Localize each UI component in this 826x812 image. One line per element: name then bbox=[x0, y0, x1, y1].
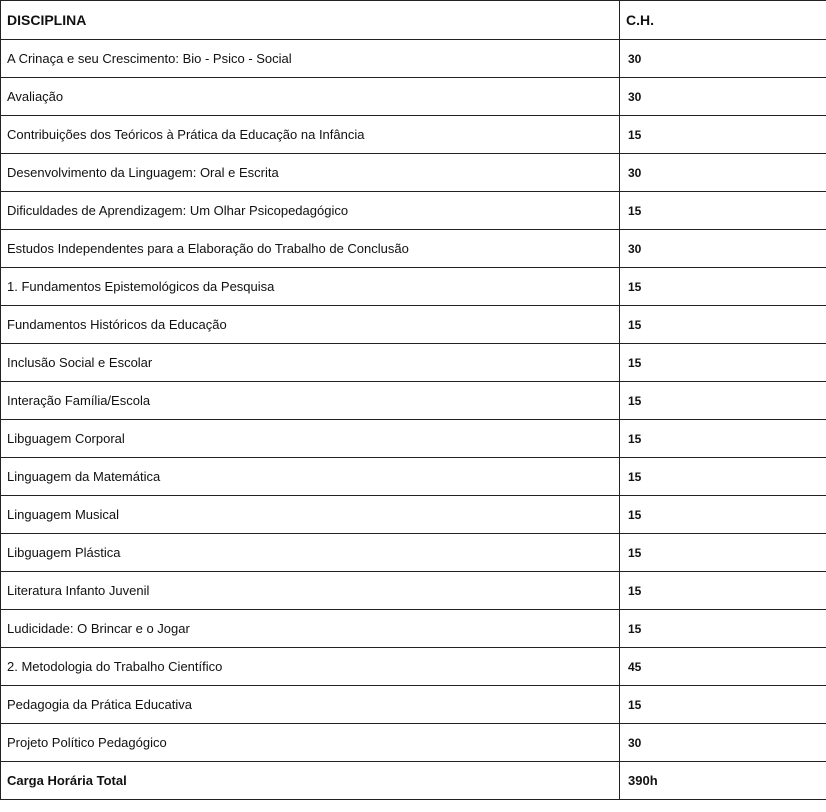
hours-cell: 30 bbox=[620, 230, 826, 268]
hours-cell: 15 bbox=[620, 268, 826, 306]
table-row bbox=[1, 192, 826, 230]
discipline-cell: Fundamentos Históricos da Educação bbox=[1, 306, 620, 344]
table-row bbox=[1, 344, 826, 382]
discipline-cell: Pedagogia da Prática Educativa bbox=[1, 686, 620, 724]
hours-cell: 15 bbox=[620, 192, 826, 230]
hours-cell: 15 bbox=[620, 306, 826, 344]
table-row bbox=[1, 686, 826, 724]
discipline-cell: Contribuições dos Teóricos à Prática da Educação na Infância bbox=[1, 116, 620, 154]
discipline-cell: Libguagem Corporal bbox=[1, 420, 620, 458]
table-row bbox=[1, 420, 826, 458]
discipline-cell: Desenvolvimento da Linguagem: Oral e Escrita bbox=[1, 154, 620, 192]
hours-cell: 15 bbox=[620, 686, 826, 724]
hours-cell: 15 bbox=[620, 116, 826, 154]
discipline-cell: A Crinaça e seu Crescimento: Bio - Psico - Social bbox=[1, 40, 620, 78]
discipline-cell: Libguagem Plástica bbox=[1, 534, 620, 572]
hours-cell: 15 bbox=[620, 610, 826, 648]
table-row bbox=[1, 230, 826, 268]
total-label: Carga Horária Total bbox=[1, 762, 620, 800]
table-row bbox=[1, 382, 826, 420]
hours-cell: 30 bbox=[620, 78, 826, 116]
table-row bbox=[1, 496, 826, 534]
hours-cell: 15 bbox=[620, 344, 826, 382]
table-row bbox=[1, 648, 826, 686]
hours-cell: 30 bbox=[620, 40, 826, 78]
table-row bbox=[1, 40, 826, 78]
table-row bbox=[1, 458, 826, 496]
hours-cell: 45 bbox=[620, 648, 826, 686]
discipline-cell: Linguagem da Matemática bbox=[1, 458, 620, 496]
discipline-cell: Literatura Infanto Juvenil bbox=[1, 572, 620, 610]
table-row bbox=[1, 724, 826, 762]
hours-cell: 15 bbox=[620, 458, 826, 496]
header-row bbox=[1, 1, 826, 40]
discipline-cell: Interação Família/Escola bbox=[1, 382, 620, 420]
discipline-cell: 1. Fundamentos Epistemológicos da Pesquisa bbox=[1, 268, 620, 306]
table-row bbox=[1, 116, 826, 154]
table-row bbox=[1, 610, 826, 648]
discipline-cell: Projeto Político Pedagógico bbox=[1, 724, 620, 762]
table-row bbox=[1, 154, 826, 192]
hours-cell: 30 bbox=[620, 724, 826, 762]
table-row bbox=[1, 572, 826, 610]
hours-cell: 15 bbox=[620, 572, 826, 610]
total-row bbox=[1, 762, 826, 800]
table-row bbox=[1, 534, 826, 572]
hours-cell: 15 bbox=[620, 534, 826, 572]
hours-cell: 15 bbox=[620, 420, 826, 458]
discipline-cell: 2. Metodologia do Trabalho Científico bbox=[1, 648, 620, 686]
discipline-cell: Ludicidade: O Brincar e o Jogar bbox=[1, 610, 620, 648]
table-row bbox=[1, 78, 826, 116]
hours-cell: 30 bbox=[620, 154, 826, 192]
header-discipline: DISCIPLINA bbox=[1, 1, 620, 40]
header-hours: C.H. bbox=[620, 1, 826, 40]
discipline-cell: Avaliação bbox=[1, 78, 620, 116]
hours-cell: 15 bbox=[620, 382, 826, 420]
table-row bbox=[1, 306, 826, 344]
discipline-cell: Dificuldades de Aprendizagem: Um Olhar Psicopedagógico bbox=[1, 192, 620, 230]
discipline-cell: Linguagem Musical bbox=[1, 496, 620, 534]
total-hours: 390h bbox=[620, 762, 826, 800]
hours-cell: 15 bbox=[620, 496, 826, 534]
discipline-cell: Inclusão Social e Escolar bbox=[1, 344, 620, 382]
discipline-cell: Estudos Independentes para a Elaboração do Trabalho de Conclusão bbox=[1, 230, 620, 268]
table-row bbox=[1, 268, 826, 306]
